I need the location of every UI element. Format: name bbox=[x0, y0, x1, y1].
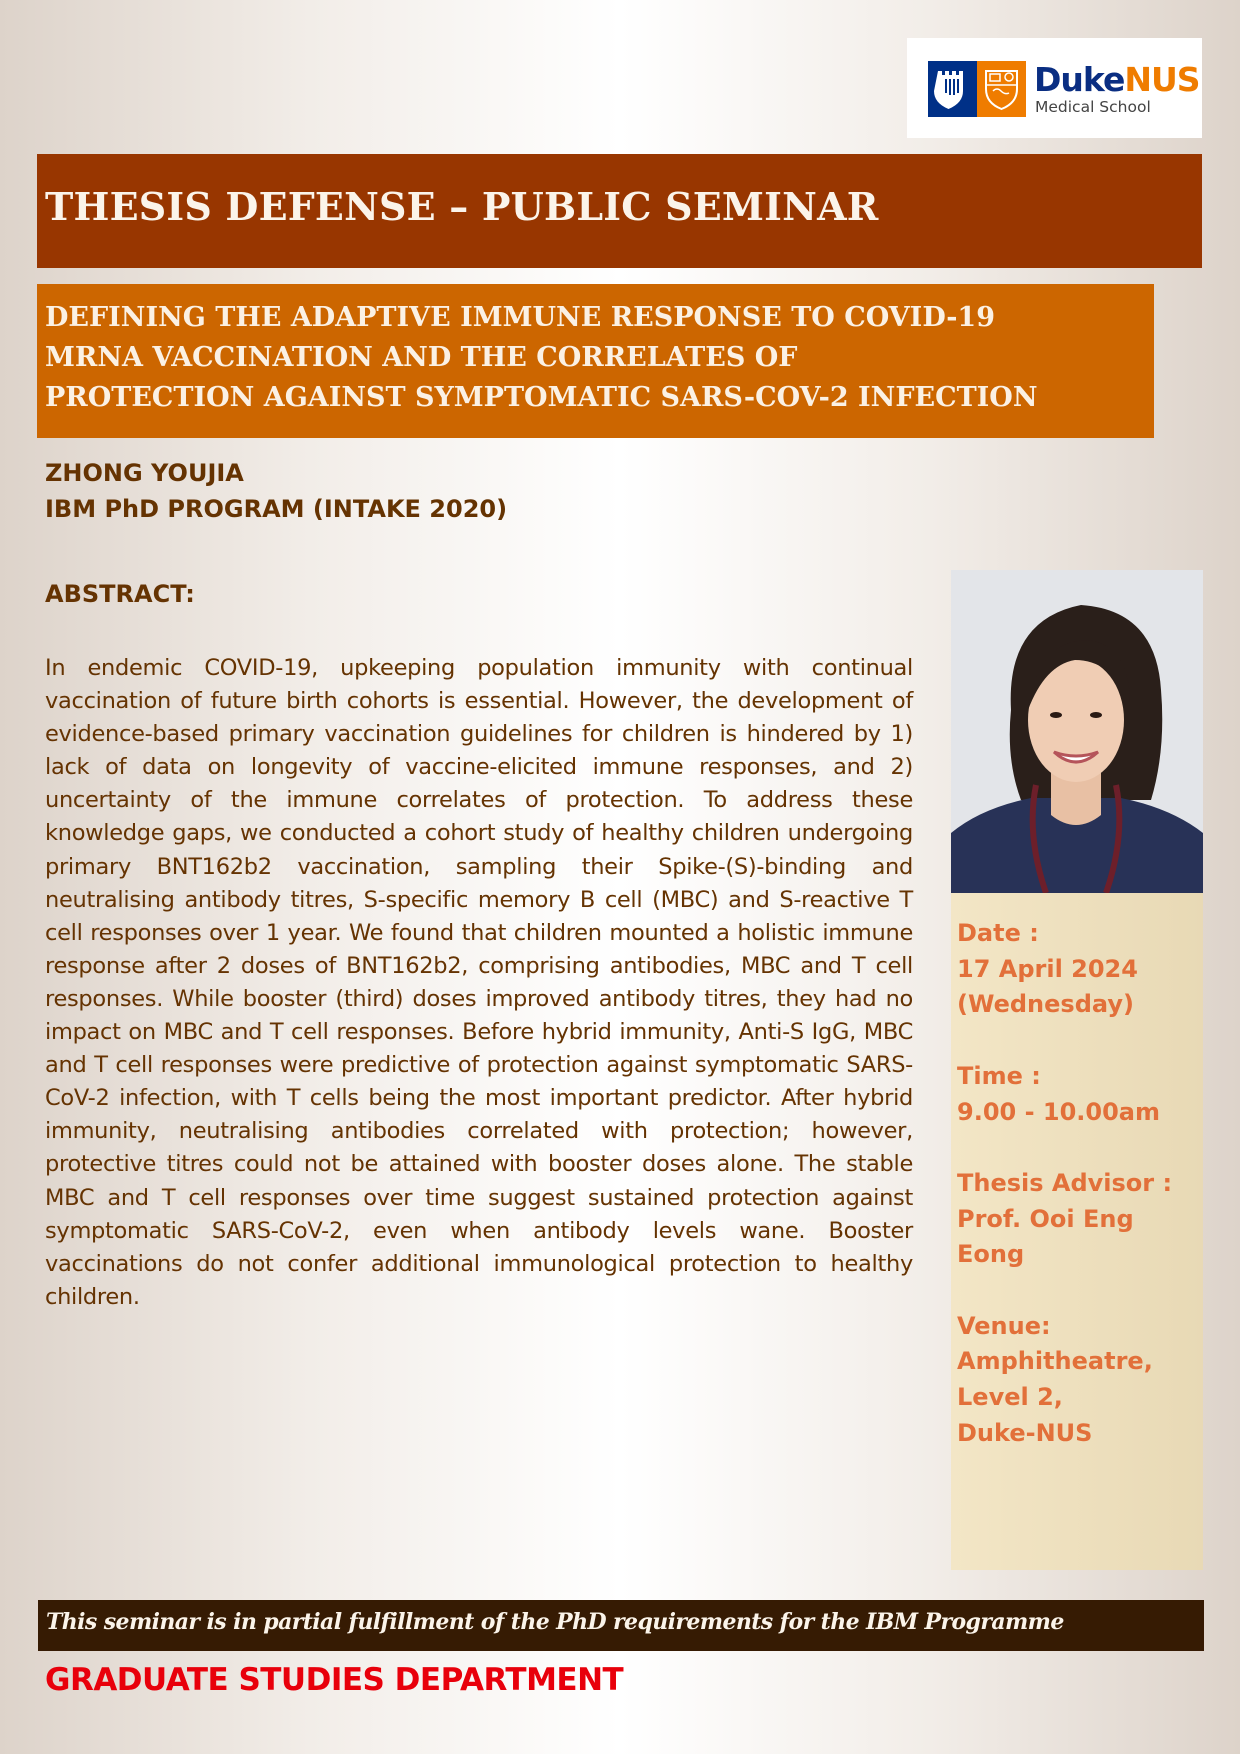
logo-wordmark bbox=[1034, 62, 1200, 98]
date-label: Date : bbox=[957, 919, 1039, 947]
department-name: GRADUATE STUDIES DEPARTMENT bbox=[45, 1662, 624, 1698]
time-value: 9.00 - 10.00am bbox=[957, 1097, 1161, 1126]
abstract-heading: ABSTRACT: bbox=[45, 580, 195, 608]
advisor-name: Prof. Ooi Eng bbox=[957, 1204, 1134, 1233]
time-label: Time : bbox=[957, 1061, 1041, 1090]
advisor-name-cont: Eong bbox=[957, 1240, 1025, 1269]
advisor-label: Thesis Advisor : bbox=[957, 1168, 1173, 1197]
logo-nus-text: NUS bbox=[1124, 60, 1200, 99]
venue-line: Duke-NUS bbox=[957, 1418, 1093, 1447]
speaker-photo bbox=[951, 570, 1203, 893]
author-program: IBM PhD PROGRAM (INTAKE 2020) bbox=[45, 495, 508, 523]
page-title: THESIS DEFENSE – PUBLIC SEMINAR bbox=[45, 184, 879, 229]
fulfillment-note: This seminar is in partial fulfillment of the PhD requirements for the IBM Programme bbox=[46, 1609, 1064, 1635]
thesis-title-line: MRNA VACCINATION AND THE CORRELATES OF bbox=[45, 342, 798, 373]
event-details bbox=[957, 916, 1172, 1452]
logo-subtitle: Medical School bbox=[1035, 98, 1151, 116]
venue-line: Amphitheatre, bbox=[957, 1347, 1153, 1376]
author-name: ZHONG YOUJIA bbox=[45, 459, 244, 487]
duke-shield-icon bbox=[928, 61, 977, 117]
duke-nus-logo bbox=[907, 38, 1202, 138]
thesis-title-line: DEFINING THE ADAPTIVE IMMUNE RESPONSE TO COVID-19 bbox=[45, 302, 996, 333]
thesis-title bbox=[45, 298, 1038, 418]
thesis-title-banner bbox=[37, 284, 1154, 438]
header-banner bbox=[37, 154, 1202, 268]
thesis-title-line: PROTECTION AGAINST SYMPTOMATIC SARS-COV-2 INFECTION bbox=[45, 382, 1038, 413]
author-block bbox=[45, 455, 507, 527]
footer-banner bbox=[38, 1600, 1204, 1651]
venue-line: Level 2, bbox=[957, 1383, 1063, 1412]
abstract-body: In endemic COVID-19, upkeeping population immunity with continual vaccination of future birth cohorts is essential. However, the development of evidence-based primary vaccination guidelines for children is hindered by 1) lack of data on longevity of vaccine-elicited immune responses, and 2) uncertainty of the immune correlates of protection. To address these knowledge gaps, we conducted a cohort study of healthy children undergoing primary BNT162b2 vaccination, sampling their Spike-(S)-binding and neutralising antibody titres, S-specific memory B cell (MBC) and S-reactive T cell responses over 1 year. We found that children mounted a holistic immune response after 2 doses of BNT162b2, comprising antibodies, MBC and T cell responses. While booster (third) doses improved antibody titres, they had no impact on MBC and T cell responses. Before hybrid immunity, Anti-S IgG, MBC and T cell responses were predictive of protection against symptomatic SARS-CoV-2 infection, with T cells being the most important predictor. After hybrid immunity, neutralising antibodies correlated with protection; however, protective titres could not be attained with booster doses alone. The stable MBC and T cell responses over time suggest sustained protection against symptomatic SARS-CoV-2, even when antibody levels wane. Booster vaccinations do not confer additional immunological protection to healthy children. bbox=[45, 655, 913, 1310]
venue-label: Venue: bbox=[957, 1311, 1051, 1340]
date-day: (Wednesday) bbox=[957, 990, 1134, 1019]
date-value: 17 April 2024 bbox=[957, 954, 1138, 983]
event-info-sidebar bbox=[951, 570, 1203, 1570]
nus-crest-icon bbox=[977, 61, 1026, 117]
logo-duke-text: Duke bbox=[1034, 60, 1125, 99]
